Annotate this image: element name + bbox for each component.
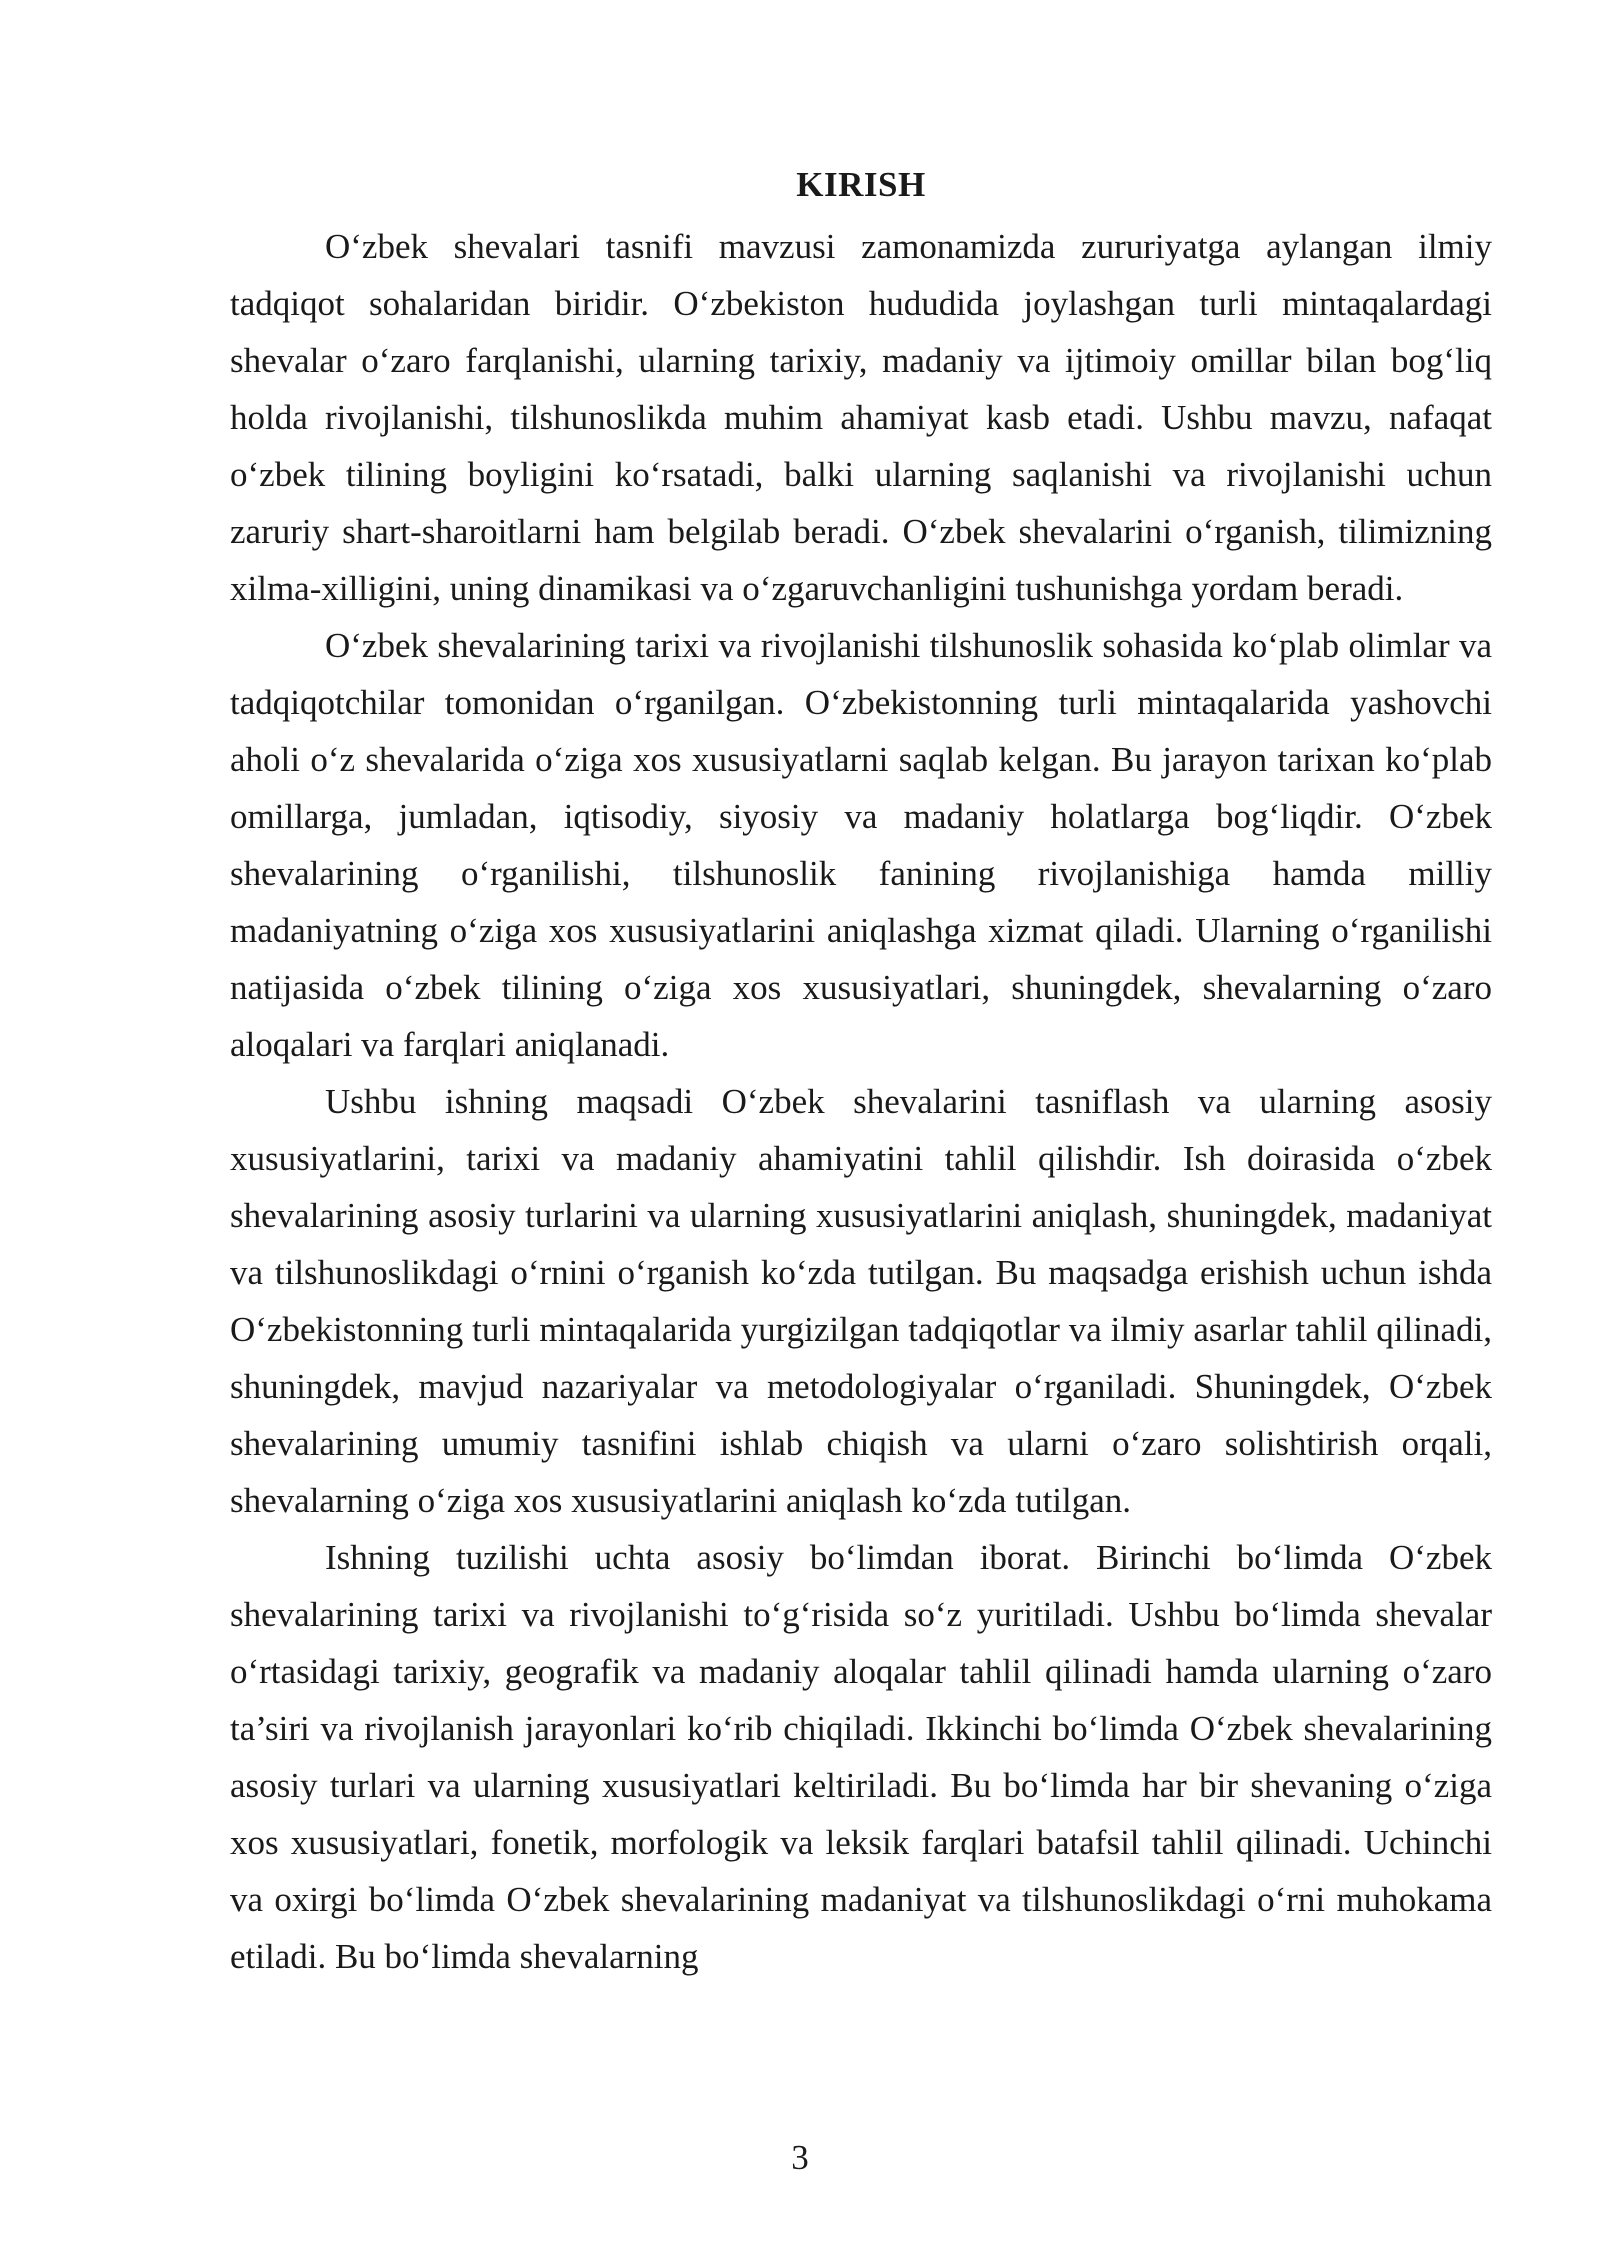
paragraph-1: O‘zbek shevalari tasnifi mavzusi zamonamizda zururiyatga aylangan ilmiy tadqiqot sohalaridan biridir. O‘zbekiston hududida joylashgan turli mintaqalardagi shevalar o‘zaro farqlanishi, ularning tarixiy, madaniy va ijtimoiy omillar bilan bog‘liq holda rivojlanishi, tilshunoslikda muhim ahamiyat kasb etadi. Ushbu mavzu, nafaqat o‘zbek tilining boyligini ko‘rsatadi, balki ularning saqlanishi va rivojlanishi uchun zaruriy shart-sharoitlarni ham belgilab beradi. O‘zbek shevalarini o‘rganish, tilimizning xilma-xilligini, uning dinamikasi va o‘zgaruvchanligini tushunishga yordam beradi. <box>230 227 1492 608</box>
paragraph-2: O‘zbek shevalarining tarixi va rivojlanishi tilshunoslik sohasida ko‘plab olimlar va tadqiqotchilar tomonidan o‘rganilgan. O‘zbekistonning turli mintaqalarida yashovchi aholi o‘z shevalarida o‘ziga xos xususiyatlarni saqlab kelgan. Bu jarayon tarixan ko‘plab omillarga, jumladan, iqtisodiy, siyosiy va madaniy holatlarga bog‘liqdir. O‘zbek shevalarining o‘rganilishi, tilshunoslik fanining rivojlanishiga hamda milliy madaniyatning o‘ziga xos xususiyatlarini aniqlashga xizmat qiladi. Ularning o‘rganilishi natijasida o‘zbek tilining o‘ziga xos xususiyatlari, shuningdek, shevalarning o‘zaro aloqalari va farqlari aniqlanadi. <box>230 626 1492 1064</box>
page-number: 3 <box>791 2138 809 2177</box>
section-title: KIRISH <box>796 165 926 204</box>
page-content <box>230 160 1492 1985</box>
paragraph-3: Ushbu ishning maqsadi O‘zbek shevalarini tasniflash va ularning asosiy xususiyatlarini, tarixi va madaniy ahamiyatini tahlil qilishdir. Ish doirasida o‘zbek shevalarining asosiy turlarini va ularning xususiyatlarini aniqlash, shuningdek, madaniyat va tilshunoslikdagi o‘rnini o‘rganish ko‘zda tutilgan. Bu maqsadga erishish uchun ishda O‘zbekistonning turli mintaqalarida yurgizilgan tadqiqotlar va ilmiy asarlar tahlil qilinadi, shuningdek, mavjud nazariyalar va metodologiyalar o‘rganiladi. Shuningdek, O‘zbek shevalarining umumiy tasnifini ishlab chiqish va ularni o‘zaro solishtirish orqali, shevalarning o‘ziga xos xususiyatlarini aniqlash ko‘zda tutilgan. <box>230 1082 1492 1520</box>
paragraph-4: Ishning tuzilishi uchta asosiy bo‘limdan iborat. Birinchi bo‘limda O‘zbek shevalarining tarixi va rivojlanishi to‘g‘risida so‘z yuritiladi. Ushbu bo‘limda shevalar o‘rtasidagi tarixiy, geografik va madaniy aloqalar tahlil qilinadi hamda ularning o‘zaro ta’siri va rivojlanish jarayonlari ko‘rib chiqiladi. Ikkinchi bo‘limda O‘zbek shevalarining asosiy turlari va ularning xususiyatlari keltiriladi. Bu bo‘limda har bir shevaning o‘ziga xos xususiyatlari, fonetik, morfologik va leksik farqlari batafsil tahlil qilinadi. Uchinchi va oxirgi bo‘limda O‘zbek shevalarining madaniyat va tilshunoslikdagi o‘rni muhokama etiladi. Bu bo‘limda shevalarning <box>230 1538 1492 1976</box>
